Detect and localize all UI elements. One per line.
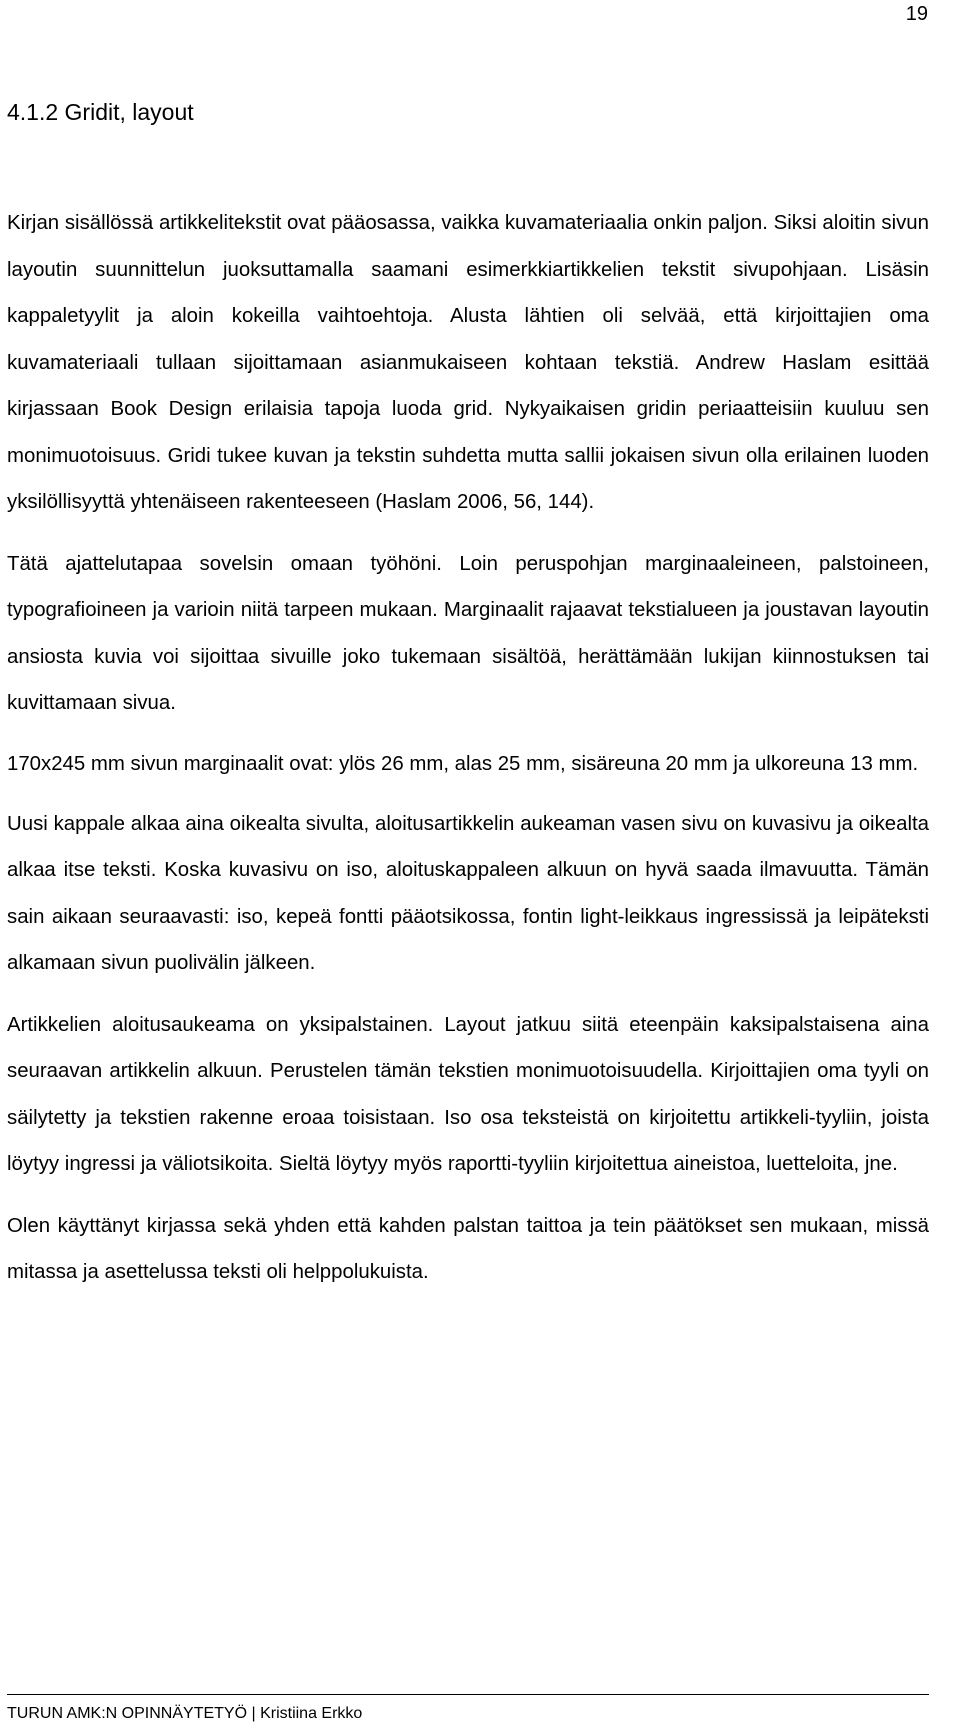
paragraph-4: Uusi kappale alkaa aina oikealta sivulta, aloitusartikkelin aukeaman vasen sivu on kuvasivu ja oikealta alkaa itse teksti. Koska kuvasivu on iso, aloituskappaleen alkuun on hyvä saada ilmavuutta. Tämän sain aikaan seuraavasti: iso, kepeä fontti pääotsikossa, fontin light-leikkaus ingressissä ja leipäteksti alkamaan sivun puolivälin jälkeen. xyxy=(7,812,929,974)
body-text xyxy=(7,200,929,1311)
paragraph-1: Kirjan sisällössä artikkelitekstit ovat pääosassa, vaikka kuvamateriaalia onkin paljon. Siksi aloitin sivun layoutin suunnittelun juoksuttamalla saamani esimerkkiartikkelien tekstit sivupohjaan. Lisäsin kappaletyylit ja aloin kokeilla vaihtoehtoja. Alusta lähtien oli selvää, että kirjoittajien oma kuvamateriaali tullaan sijoittamaan asianmukaiseen kohtaan tekstiä. Andrew Haslam esittää kirjassaan Book Design erilaisia tapoja luoda grid. Nykyaikaisen gridin periaatteisiin kuuluu sen monimuotoisuus. Gridi tukee kuvan ja tekstin suhdetta mutta sallii jokaisen sivun olla erilainen luoden yksilöllisyyttä yhtenäiseen rakenteeseen (Haslam 2006, 56, 144). xyxy=(7,212,929,513)
paragraph-5: Artikkelien aloitusaukeama on yksipalstainen. Layout jatkuu siitä eteenpäin kaksipalstaisena aina seuraavan artikkelin alkuun. Perustelen tämän tekstien monimuotoisuudella. Kirjoittajien oma tyyli on säilytetty ja tekstien rakenne eroaa toisistaan. Iso osa teksteistä on kirjoitettu artikkeli-tyyliin, joista löytyy ingressi ja väliotsikoita. Sieltä löytyy myös raportti-tyyliin kirjoitettua aineistoa, luetteloita, jne. xyxy=(7,1013,929,1175)
paragraph-6: Olen käyttänyt kirjassa sekä yhden että kahden palstan taittoa ja tein päätökset sen mukaan, missä mitassa ja asettelussa teksti oli helppolukuista. xyxy=(7,1214,929,1283)
paragraph-2: Tätä ajattelutapaa sovelsin omaan työhöni. Loin peruspohjan marginaaleineen, palstoineen, typografioineen ja varioin niitä tarpeen mukaan. Marginaalit rajaavat tekstialueen ja joustavan layoutin ansiosta kuvia voi sijoittaa sivuille joko tukemaan sisältöä, herättämään lukijan kiinnostuksen tai kuvittamaan sivua. xyxy=(7,552,929,714)
section-heading: 4.1.2 Gridit, layout xyxy=(7,99,194,125)
footer-text: TURUN AMK:N OPINNÄYTETYÖ | Kristiina Erkko xyxy=(7,1705,363,1722)
footer-rule xyxy=(7,1694,929,1695)
paragraph-3: 170x245 mm sivun marginaalit ovat: ylös 26 mm, alas 25 mm, sisäreuna 20 mm ja ulkoreuna 13 mm. xyxy=(7,752,919,775)
page-number: 19 xyxy=(905,3,928,25)
